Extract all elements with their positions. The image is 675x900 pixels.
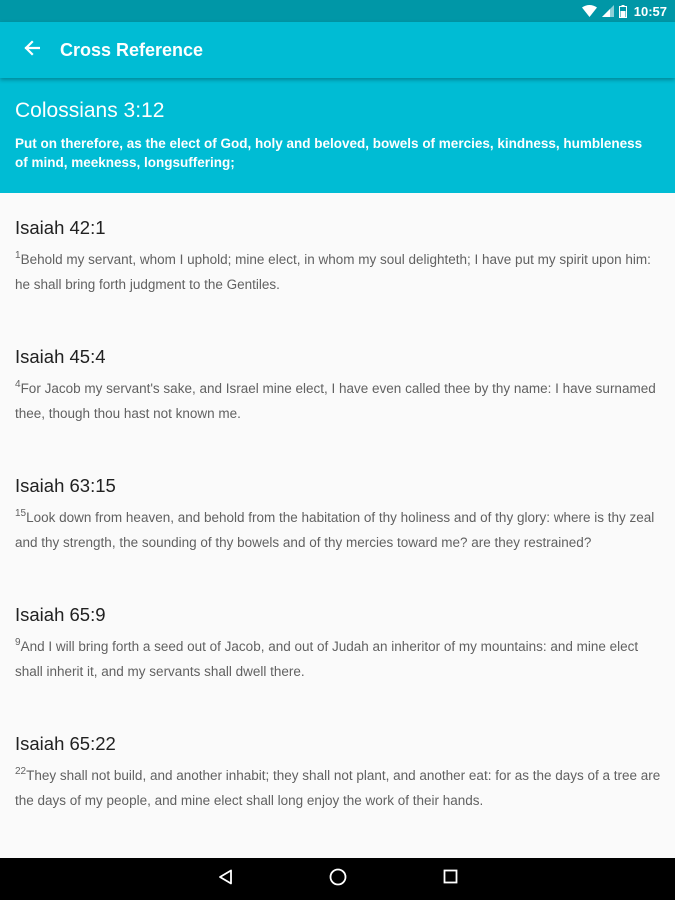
verse-number: 9 [15,637,21,648]
reference-title: Isaiah 42:1 [15,217,106,238]
source-verse-reference: Colossians 3:12 [15,99,165,122]
verse-text: Look down from heaven, and behold from the habitation of thy holiness and of thy glory: where is thy zeal and thy strength, the sounding of thy bowels and of thy mercies toward me? are they restrained? [15,510,655,550]
wifi-icon [582,5,597,17]
cross-reference-item[interactable] [15,473,665,555]
cross-reference-item[interactable] [15,344,665,426]
cross-reference-item[interactable] [15,215,665,297]
status-icons [582,0,667,22]
app-bar [0,22,675,78]
status-time: 10:57 [633,3,667,19]
reference-text [15,247,665,297]
back-triangle-icon [218,869,234,890]
nav-back-button[interactable] [211,866,241,892]
status-bar [0,0,675,22]
verse-text: Behold my servant, whom I uphold; mine elect, in whom my soul delighteth; I have put my spirit upon him: he shall bring forth judgment to the Gentiles. [15,252,651,292]
verse-text: For Jacob my servant's sake, and Israel mine elect, I have even called thee by thy name: I have surnamed thee, though thou hast not known me. [15,381,656,421]
battery-icon [619,5,627,18]
cross-reference-item[interactable] [15,602,665,684]
recents-square-icon [443,869,458,889]
verse-text: They shall not build, and another inhabit; they shall not plant, and another eat: for as the days of a tree are the days of my people, and mine elect shall long enjoy the work of their hands. [15,768,661,808]
verse-number: 22 [15,766,27,777]
signal-icon [602,5,614,17]
arrow-back-icon [24,40,40,61]
reference-title: Isaiah 63:15 [15,475,116,496]
verse-number: 1 [15,250,21,261]
home-circle-icon [329,868,347,891]
reference-text [15,763,665,813]
reference-text [15,505,665,555]
page-title: Cross Reference [60,40,204,60]
nav-recents-button[interactable] [435,866,465,892]
source-verse-text: Put on therefore, as the elect of God, holy and beloved, bowels of mercies, kindness, humbleness of mind, meekness, longsuffering; [15,136,643,170]
cross-reference-item[interactable] [15,731,665,813]
reference-title: Isaiah 65:9 [15,604,106,625]
system-navigation-bar [0,858,675,900]
reference-title: Isaiah 45:4 [15,346,106,367]
reference-text [15,376,665,426]
nav-home-button[interactable] [323,866,353,892]
verse-text: And I will bring forth a seed out of Jacob, and out of Judah an inheritor of my mountains: and mine elect shall inherit it, and my servants shall dwell there. [15,639,639,679]
reference-text [15,634,665,684]
reference-title: Isaiah 65:22 [15,733,116,754]
back-button[interactable] [17,36,47,64]
verse-number: 4 [15,379,21,390]
source-verse-card [0,78,675,193]
verse-number: 15 [15,508,27,519]
